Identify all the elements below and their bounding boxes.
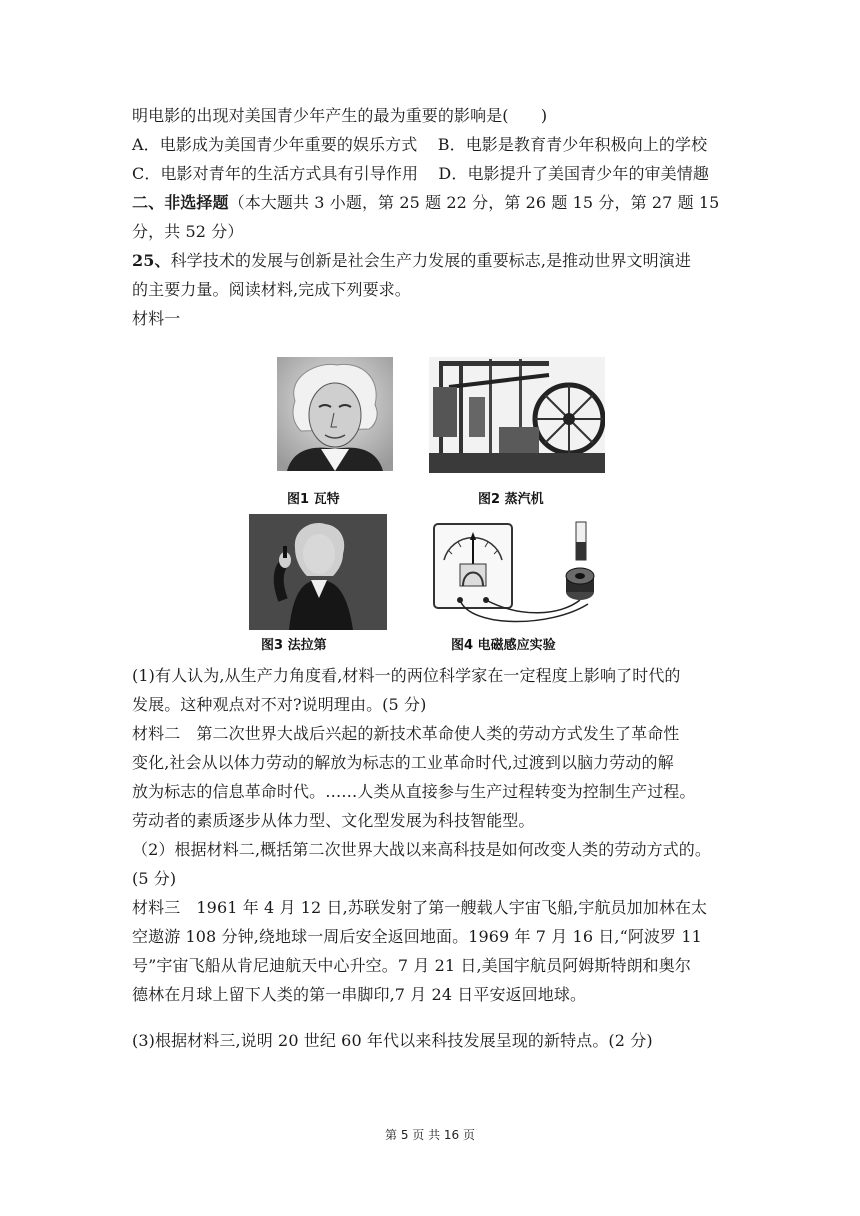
sub-question-2: （2）根据材料二,概括第二次世界大战以来高科技是如何改变人类的劳动方式的。 [132,840,711,859]
electromagnetic-induction-icon [430,520,606,630]
material2-line3: 放为标志的信息革命时代。……人类从直接参与生产过程转变为控制生产过程。 [132,782,696,801]
option-c: C．电影对青年的生活方式具有引导作用 [132,164,419,183]
question-number: 25、 [132,251,171,270]
sub-question-1: (1)有人认为,从生产力角度看,材料一的两位科学家在一定程度上影响了时代的 [132,666,681,685]
sub-question-1-cont: 发展。这种观点对不对?说明理由。(5 分) [132,695,427,714]
faraday-portrait-icon [249,514,387,630]
figure4-caption: 图4 电磁感应实验 [451,638,556,653]
q25-intro: 科学技术的发展与创新是社会生产力发展的重要标志,是推动世界文明演进 [170,251,691,270]
material3-line1: 材料三 1961 年 4 月 12 日,苏联发射了第一艘载人宇宙飞船,宇航员加加林在太 [132,898,708,917]
material1-label: 材料一 [132,309,181,328]
option-row-ab [132,133,707,157]
material2-line4: 劳动者的素质逐步从体力型、文化型发展为科技智能型。 [132,811,535,830]
option-row-cd [132,162,709,186]
figure2-caption: 图2 蒸汽机 [478,492,544,507]
section-note-cont: 分，共 52 分） [132,222,244,241]
question-stem: 明电影的出现对美国青少年产生的最为重要的影响是( ) [132,106,548,125]
material3-line2: 空遨游 108 分钟,绕地球一周后安全返回地面。1969 年 7 月 16 日,“阿波罗 11 [132,927,702,946]
q25-intro-cont: 的主要力量。阅读材料,完成下列要求。 [132,280,411,299]
option-a: A．电影成为美国青少年重要的娱乐方式 [132,135,418,154]
section-heading-row [132,191,719,215]
material2-line2: 变化,社会从以体力劳动的解放为标志的工业革命时代,过渡到以脑力劳动的解 [132,753,674,772]
page-number: 第 5 页 共 16 页 [385,1128,475,1142]
material2-line1: 材料二 第二次世界大战后兴起的新技术革命使人类的劳动方式发生了革命性 [132,724,680,743]
material3-line3: 号”宇宙飞船从肯尼迪航天中心升空。7 月 21 日,美国宇航员阿姆斯特朗和奥尔 [132,956,691,975]
sub-question-2-cont: (5 分) [132,869,177,888]
watt-portrait-icon [277,357,393,471]
figure1-caption: 图1 瓦特 [287,492,340,507]
q25-intro-row [132,249,691,273]
figure3-caption: 图3 法拉第 [261,638,327,653]
steam-engine-icon [429,357,605,473]
option-b: B．电影是教育青少年积极向上的学校 [437,135,708,154]
material3-line4: 德林在月球上留下人类的第一串脚印,7 月 24 日平安返回地球。 [132,985,587,1004]
sub-question-3: (3)根据材料三,说明 20 世纪 60 年代以来科技发展呈现的新特点。(2 分) [132,1031,653,1050]
section-note: （本大题共 3 小题，第 25 题 22 分，第 26 题 15 分，第 27 题 15 [228,193,720,212]
section-heading: 二、非选择题 [132,193,229,212]
option-d: D．电影提升了美国青少年的审美情趣 [438,164,709,183]
